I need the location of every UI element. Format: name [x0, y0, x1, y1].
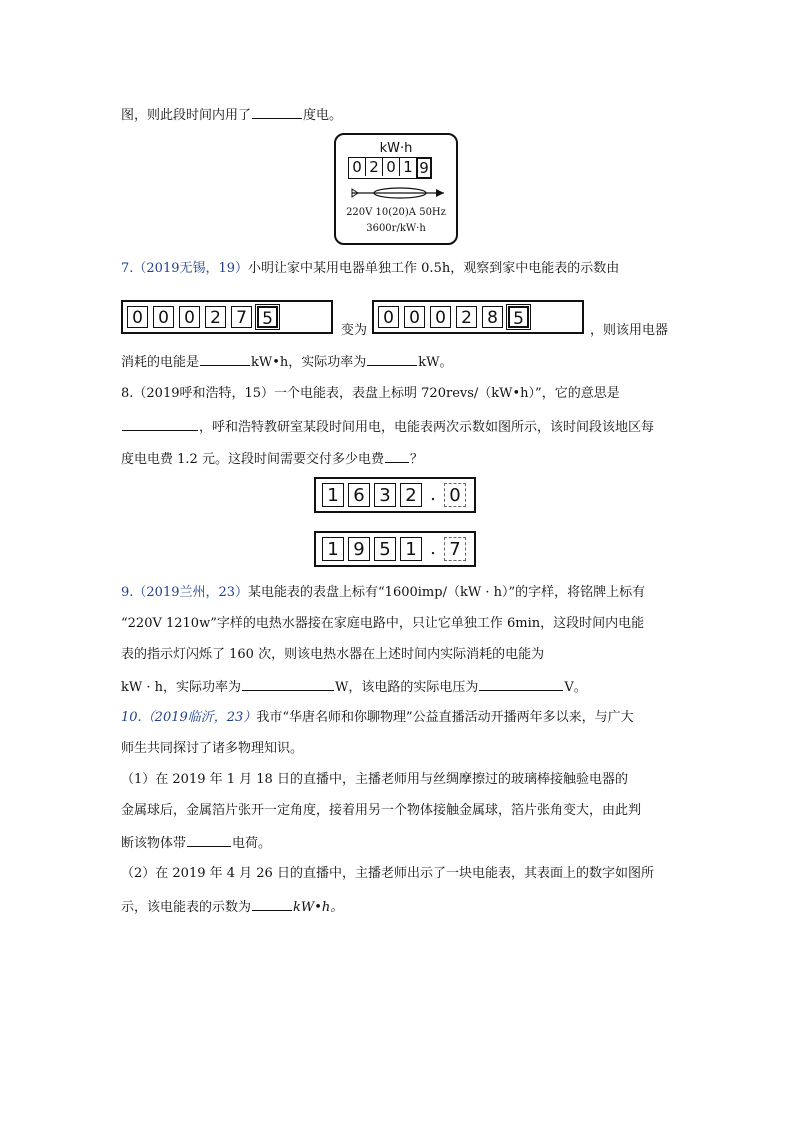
answer-blank[interactable]	[187, 833, 231, 847]
text: 我市“华唐名师和你聊物理”公益直播活动开播两年多以来，与广大	[256, 710, 634, 725]
q8-line1: 8.（2019呼和浩特，15）一个电能表，表盘上标明 720revs/（kW•h）”，它的意思是	[121, 386, 620, 401]
text: kW•h。	[293, 900, 344, 915]
q9-line4	[121, 677, 587, 697]
answer-blank[interactable]	[479, 677, 563, 691]
text: 图，则此段时间内用了	[121, 108, 252, 123]
reading-digit: 0	[378, 306, 399, 328]
meter-digit: 2	[366, 158, 383, 176]
reading-digit-decimal: 5	[257, 306, 278, 328]
reading-digit: 3	[374, 483, 396, 507]
text: W，该电路的实际电压为	[335, 680, 479, 695]
reading-digit: 1	[322, 537, 344, 561]
meter-reading-after	[372, 300, 584, 334]
text: V。	[564, 680, 587, 695]
answer-blank[interactable]	[200, 352, 250, 366]
reading-digit: 1	[322, 483, 344, 507]
q7-line3	[121, 352, 453, 372]
question-source: 9.（2019兰州，23）	[121, 585, 249, 600]
text: 示，该电能表的示数为	[121, 900, 252, 915]
answer-blank[interactable]	[252, 105, 302, 119]
meter-reading-first	[314, 477, 476, 513]
q10-part2-line2	[121, 897, 343, 917]
meter-digit-decimal: 9	[416, 157, 432, 179]
q10-part1-line1: （1）在 2019 年 1 月 18 日的直播中，主播老师用与丝绸摩擦过的玻璃棒接触验电器的	[121, 772, 628, 787]
reading-digit: 1	[400, 537, 422, 561]
q10-part1-line2: 金属球后，金属箔片张开一定角度，接着用另一个物体接触金属球，箔片张角变大，由此判	[121, 803, 642, 818]
text: 消耗的电能是	[121, 355, 200, 370]
q10-part2-line1: （2）在 2019 年 4 月 26 日的直播中，主播老师出示了一块电能表，其表面上的数字如图所	[121, 866, 654, 881]
q7-line1	[121, 260, 619, 278]
text: 度电。	[303, 108, 343, 123]
q10-line2: 师生共同探讨了诸多物理知识。	[121, 741, 304, 756]
reading-digit: 6	[348, 483, 370, 507]
meter-digits	[348, 157, 432, 179]
reading-digit: 9	[348, 537, 370, 561]
q9-line1	[121, 584, 645, 602]
q9-line3: 表的指示灯闪烁了 160 次，则该电热水器在上述时间内实际消耗的电能为	[121, 647, 545, 662]
text: 断该物体带	[121, 836, 187, 851]
meter-unit: kW·h	[379, 141, 413, 156]
reading-digit: 0	[179, 306, 200, 328]
text: kW•h，实际功率为	[251, 355, 367, 370]
text: kW · h，实际功率为	[121, 680, 242, 695]
text: 电荷。	[232, 836, 272, 851]
text: 某电能表的表盘上标有“1600imp/（kW · h）”的字样，将铭牌上标有	[248, 585, 646, 600]
meter-reading-before	[121, 300, 333, 334]
line-meter-intro	[121, 105, 342, 125]
reading-digit-decimal: 7	[444, 537, 466, 561]
q10-line1	[121, 709, 634, 727]
q7-mid: 变为	[341, 323, 368, 338]
reading-digit: 2	[400, 483, 422, 507]
reading-digit: 7	[231, 306, 252, 328]
q8-line3	[121, 449, 423, 469]
meter-reading-second	[314, 531, 476, 567]
q10-part1-line3	[121, 833, 271, 853]
text: kW。	[418, 355, 453, 370]
question-source: 10.（2019临沂，23）	[121, 710, 257, 725]
answer-blank[interactable]	[385, 449, 409, 463]
reading-digit: 0	[404, 306, 425, 328]
reading-digit-decimal: 0	[444, 483, 466, 507]
text: ？	[409, 452, 423, 467]
reading-digit: 0	[127, 306, 148, 328]
reading-digit: 0	[430, 306, 451, 328]
reading-digit: 2	[205, 306, 226, 328]
q9-line2: “220V 1210w”字样的电热水器接在家庭电路中，只让它单独工作 6min，这段时间内电能	[121, 616, 645, 631]
answer-blank[interactable]	[252, 897, 292, 911]
q8-line2	[121, 417, 654, 437]
answer-blank[interactable]	[122, 417, 198, 431]
meter-digit: 1	[400, 158, 417, 176]
meter-spec-revs: 3600r/kW·h	[366, 223, 426, 234]
reading-digit: 0	[153, 306, 174, 328]
reading-digit-decimal: 5	[508, 306, 529, 328]
meter-disc-icon	[350, 183, 446, 203]
reading-digit: 5	[374, 537, 396, 561]
decimal-point: .	[430, 484, 436, 505]
reading-digit: 2	[456, 306, 477, 328]
q7-tail: ，则该用电器	[590, 323, 669, 338]
text: ，呼和浩特教研室某段时间用电，电能表两次示数如图所示，该时间段该地区每	[199, 420, 655, 435]
text: 小明让家中某用电器单独工作 0.5h，观察到家中电能表的示数由	[248, 261, 620, 276]
answer-blank[interactable]	[367, 352, 417, 366]
energy-meter-figure	[334, 133, 458, 245]
question-source: 7.（2019无锡，19）	[121, 261, 249, 276]
answer-blank[interactable]	[242, 677, 334, 691]
meter-digit: 0	[349, 158, 366, 176]
meter-spec-voltage: 220V 10(20)A 50Hz	[346, 207, 446, 218]
reading-digit: 8	[482, 306, 503, 328]
decimal-point: .	[430, 538, 436, 559]
meter-digit: 0	[383, 158, 400, 176]
text: 度电电费 1.2 元。这段时间需要交付多少电费	[121, 452, 384, 467]
